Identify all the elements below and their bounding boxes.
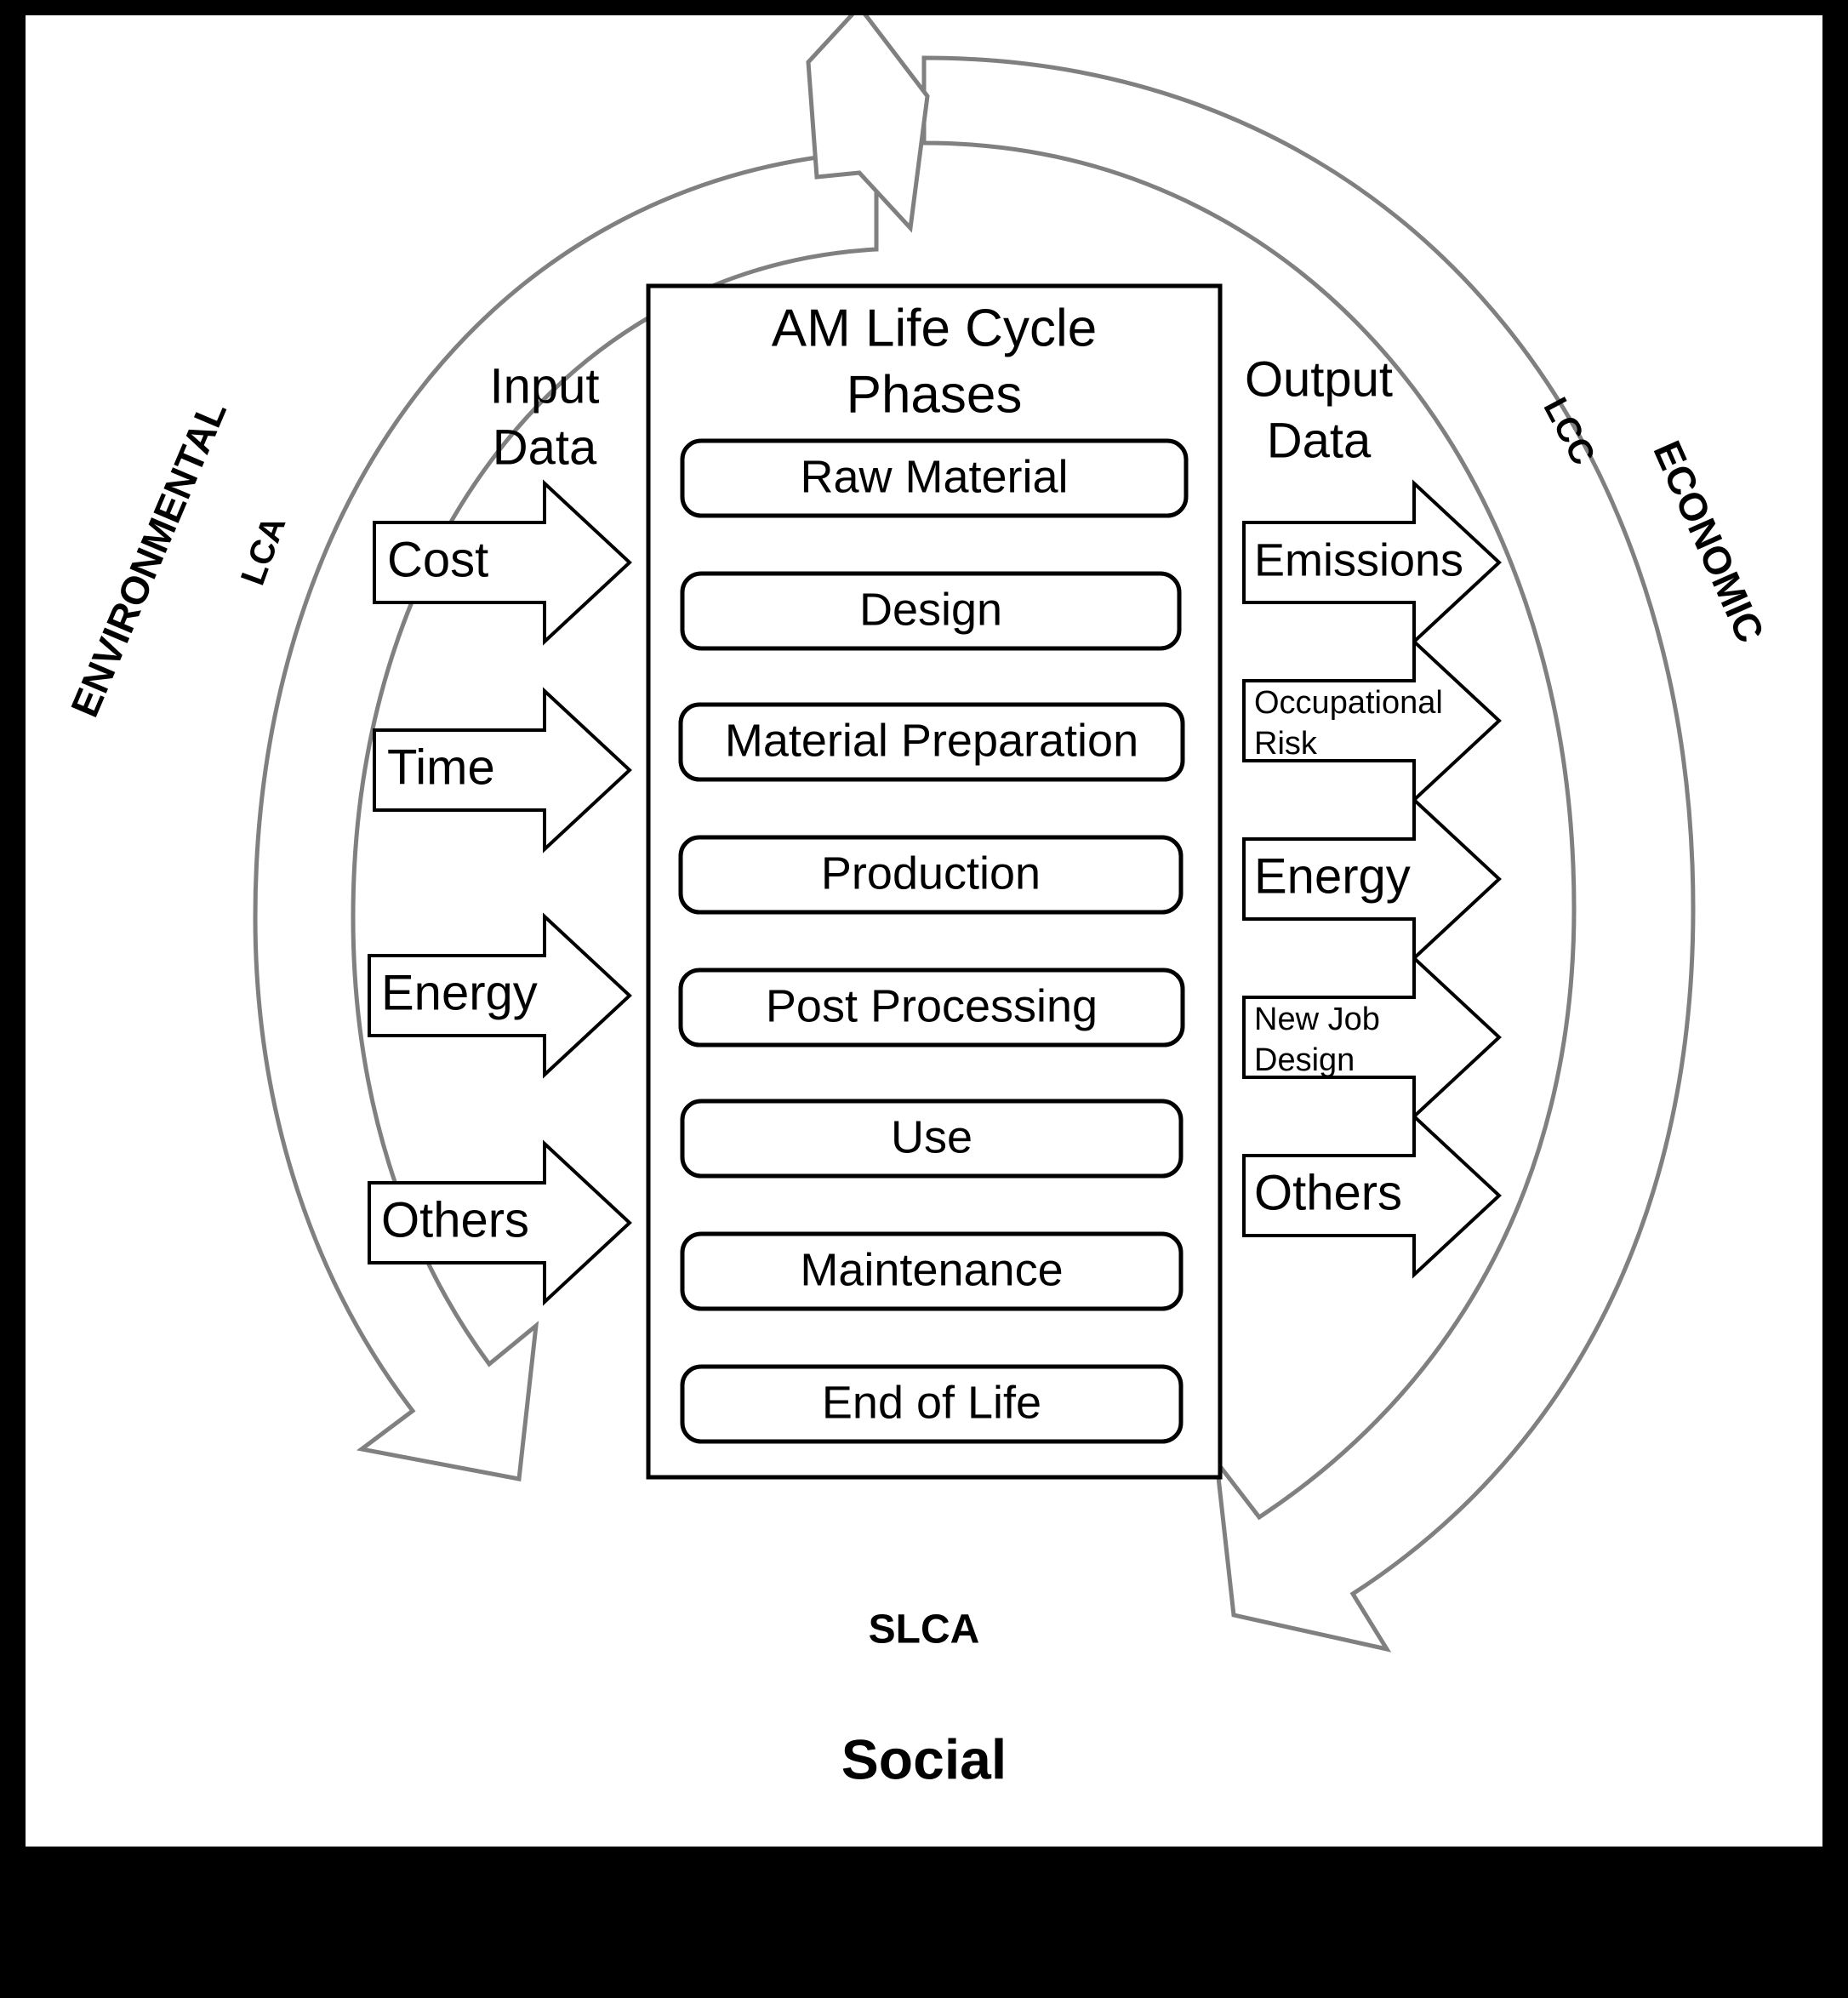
input-arrow[interactable] <box>374 691 630 849</box>
phase-item[interactable] <box>681 705 1183 779</box>
output-heading-line2: Data <box>1266 413 1372 469</box>
output-arrow-label-second-line: Risk <box>1254 726 1317 762</box>
input-arrow-label: Energy <box>381 965 538 1021</box>
phase-label: Maintenance <box>800 1244 1064 1296</box>
phase-label: Material Preparation <box>724 715 1139 767</box>
phase-item[interactable] <box>682 574 1179 648</box>
phase-label: End of Life <box>821 1377 1042 1429</box>
phase-label: Design <box>858 584 1003 636</box>
output-arrow[interactable] <box>1244 483 1499 642</box>
phase-item[interactable] <box>682 1367 1181 1441</box>
input-heading-line2: Data <box>492 420 597 476</box>
center-panel-title-line1: AM Life Cycle <box>771 299 1098 358</box>
phase-item[interactable] <box>682 441 1186 516</box>
label-economic: ECONOMIC <box>1645 434 1773 649</box>
output-arrow-label: Others <box>1254 1165 1403 1221</box>
output-arrow-label-second-line: Design <box>1254 1042 1355 1079</box>
output-arrow[interactable] <box>1244 958 1499 1116</box>
label-environmental: ENVIRONMENTAL <box>61 394 236 723</box>
label-slca: SLCA <box>868 1607 980 1653</box>
input-arrow-label: Time <box>387 739 495 796</box>
output-arrow[interactable] <box>1244 642 1499 800</box>
output-arrow-label: New Job <box>1254 1002 1380 1038</box>
output-arrow-label: Occupational <box>1254 685 1443 722</box>
input-arrow[interactable] <box>369 916 630 1075</box>
label-social: Social <box>841 1727 1007 1791</box>
output-arrow[interactable] <box>1244 1116 1499 1275</box>
lifecycle-diagram <box>26 15 1822 1847</box>
output-arrow[interactable] <box>1244 800 1499 958</box>
phase-item[interactable] <box>681 837 1181 912</box>
input-arrow-label: Others <box>381 1192 530 1248</box>
input-arrow-label: Cost <box>387 532 489 588</box>
center-panel-title-line2: Phases <box>846 365 1023 425</box>
phase-label: Raw Material <box>800 451 1069 503</box>
phase-item[interactable] <box>681 970 1183 1045</box>
input-heading-line1: Input <box>489 358 600 414</box>
figure-page <box>26 15 1822 1847</box>
phase-label: Use <box>890 1111 973 1163</box>
label-lca: LCA <box>233 511 294 591</box>
output-arrow-label: Energy <box>1254 848 1411 905</box>
output-arrow-label: Emissions <box>1254 534 1464 586</box>
phase-item[interactable] <box>682 1234 1181 1309</box>
phase-label: Post Processing <box>765 980 1098 1032</box>
label-lcc: LCC <box>1536 391 1602 471</box>
phase-label: Production <box>820 848 1041 899</box>
phase-item[interactable] <box>682 1101 1181 1176</box>
output-heading-line1: Output <box>1244 351 1394 408</box>
